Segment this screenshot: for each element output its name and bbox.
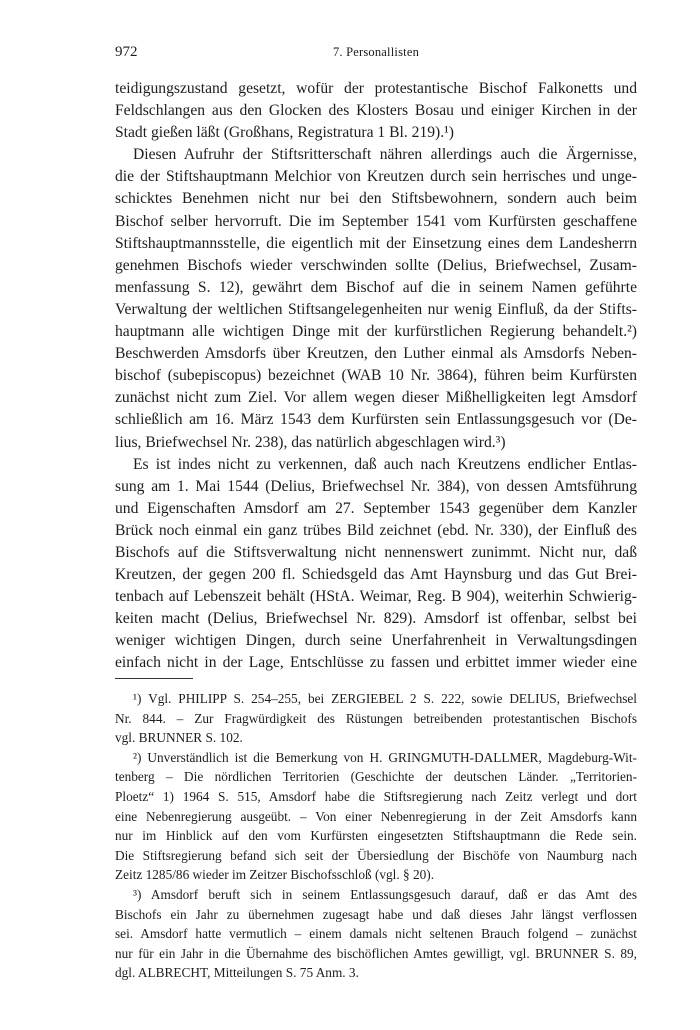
text-line: Kreutzen, der gegen 200 fl. Schiedsgeld das Amt Haynsburg und das Gut Brei-: [115, 566, 637, 584]
footnote-line: vgl. BRUNNER S. 102.: [115, 730, 243, 746]
text-line: Bischofs auf die Stiftsverwaltung nicht nennenswert zunimmt. Nicht nur, daß: [115, 543, 637, 561]
footnote-line: ¹) Vgl. PHILIPP S. 254–255, bei ZERGIEBEL 2 S. 222, sowie DELIUS, Briefwechsel: [133, 691, 637, 706]
footnote-line: ²) Unverständlich ist die Bemerkung von H. GRINGMUTH-DALLMER, Magdeburg-Wit-: [133, 749, 637, 765]
main-text: [115, 78, 637, 675]
text-line: hauptmann alle wichtigen Dinge mit der kurfürstlichen Regierung behandelt.²): [115, 323, 637, 341]
footnote-line: nur für ein Jahr in die Übernahme des bischöflichen Amtes gewilligt, vgl. BRUNNER S. 89,: [115, 945, 637, 961]
text-line: Diesen Aufruhr der Stiftsritterschaft nähren allerdings auch die Ärgernisse,: [133, 146, 637, 164]
footnote-line: eine Nebenregierung ausgeübt. – Von einer Nebenregierung in der Zeit Amsdorfs kann: [115, 808, 637, 824]
text-line: Brück noch einmal ein ganz trübes Bild zeichnet (ebd. Nr. 330), der Einfluß des: [115, 521, 637, 539]
text-line: Beschwerden Amsdorfs über Kreutzen, den Luther einmal als Amsdorfs Neben-: [115, 345, 637, 363]
text-line: bischof (subepiscopus) bezeichnet (WAB 10 Nr. 3864), führen beim Kurfürsten: [115, 367, 637, 385]
text-line: schicktes Benehmen nicht nur bei den Stiftsbewohnern, sondern auch beim: [115, 190, 637, 208]
footnote-line: Ploetz“ 1) 1964 S. 515, Amsdorf habe die Stiftsregierung nach Zeitz verlegt und dort: [115, 788, 637, 804]
footnote-line: dgl. ALBRECHT, Mitteilungen S. 75 Anm. 3.: [115, 965, 359, 981]
page-number: 972: [115, 44, 138, 60]
text-line: Stiftshauptmannsstelle, die eigentlich mit der Einsetzung eines dem Landesherrn: [115, 234, 637, 252]
text-line: schließlich am 16. März 1543 dem Kurfürsten sein Entlassungsgesuch vor (De-: [115, 411, 637, 429]
text-line: tenbach auf Lebenszeit behält (HStA. Weimar, Reg. B 904), weiterhin Schwierig-: [115, 588, 637, 606]
text-line: die der Stiftshauptmann Melchior von Kreutzen durch sein herrisches und unge-: [115, 168, 637, 186]
text-line: Feldschlangen aus den Glocken des Klosters Bosau und einiger Kirchen in der: [115, 102, 637, 120]
footnote-line: ³) Amsdorf beruft sich in seinem Entlassungsgesuch darauf, daß er das Amt des: [133, 886, 637, 902]
text-line: zunächst nicht zum Ziel. Vor allem wegen dieser Mißhelligkeiten legt Amsdorf: [115, 389, 637, 407]
footnotes: [115, 689, 637, 983]
text-line: weniger wichtigen Dingen, durch seine Unerfahrenheit in Verwaltungsdingen: [115, 632, 637, 650]
footnote-line: tenberg – Die nördlichen Territorien (Geschichte der deutschen Länder. „Territorien-: [115, 769, 637, 785]
footnote-line: Die Stiftsregierung befand sich seit der Übersiedlung der Bischöfe von Naumburg nach: [115, 847, 637, 863]
text-line: Bischof selber hervorruft. Die im September 1541 vom Kurfürsten geschaffene: [115, 212, 637, 230]
footnote-line: nur im Hinblick auf den vom Kurfürsten eingesetzten Stiftshauptmann die Rede sein.: [115, 828, 637, 844]
text-line: einfach nicht in der Lage, Entschlüsse zu fassen und erbittet immer wieder eine: [115, 654, 637, 672]
text-line: genehmen Bischofs wieder verschwinden sollte (Delius, Briefwechsel, Zusam-: [115, 256, 637, 274]
text-line: menfassung S. 12), gewährt dem Bischof auf die in seinem Namen geführte: [115, 278, 637, 296]
footnote-line: Zeitz 1285/86 wieder im Zeitzer Bischofsschloß (vgl. § 20).: [115, 867, 435, 883]
footnote-line: Bischofs ein Jahr zu übernehmen zugesagt habe und daß dieses Jahr längst verflossen: [115, 906, 637, 922]
footnote-line: Nr. 844. – Zur Fragwürdigkeit des Rüstungen betreibenden protestantischen Bischofs: [115, 710, 637, 726]
footnote-divider: [115, 678, 193, 679]
page-header: [115, 44, 637, 66]
running-title: 7. Personallisten: [332, 45, 420, 59]
text-line: teidigungszustand gesetzt, wofür der protestantische Bischof Falkonetts und: [115, 80, 637, 97]
text-line: keiten macht (Delius, Briefwechsel Nr. 829). Amsdorf ist offenbar, selbst bei: [115, 610, 637, 628]
footnote-line: sei. Amsdorf hatte vermutlich – einem damals nicht seltenen Brauch folgend – zunächst: [115, 926, 637, 942]
text-line: und Eigenschaften Amsdorf am 27. September 1543 gegenüber dem Kanzler: [115, 499, 637, 517]
text-line: Stadt gießen läßt (Großhans, Registratura 1 Bl. 219).¹): [115, 124, 455, 142]
text-line: sung am 1. Mai 1544 (Delius, Briefwechsel Nr. 384), von dessen Amtsführung: [115, 477, 637, 495]
text-line: lius, Briefwechsel Nr. 238), das natürlich abgeschlagen wird.³): [115, 433, 506, 451]
text-line: Es ist indes nicht zu verkennen, daß auch nach Kreutzens endlicher Entlas-: [133, 455, 637, 473]
text-line: Verwaltung der weltlichen Stiftsangelegenheiten nur wenig Einfluß, da der Stifts-: [115, 300, 637, 318]
